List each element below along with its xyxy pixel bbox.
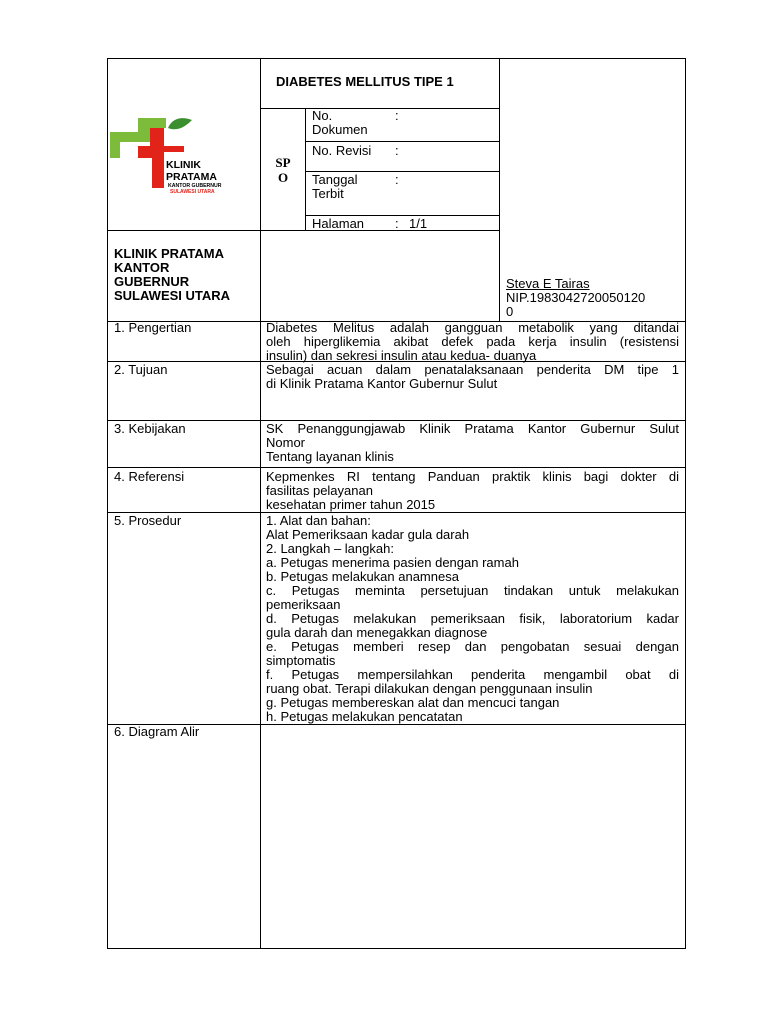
section-label-prosedur: 5. Prosedur bbox=[114, 513, 182, 528]
section-content-kebijakan bbox=[266, 422, 679, 464]
section-content-diagram-alir bbox=[261, 725, 685, 948]
content-line: e. Petugas memberi resep dan pengobatan sesuai dengan bbox=[266, 639, 679, 654]
content-line: Nomor bbox=[266, 435, 306, 450]
content-line: oleh hiperglikemia akibat defek pada kerja insulin (resistensi bbox=[266, 334, 679, 349]
content-line: d. Petugas melakukan pemeriksaan fisik, laboratorium kadar bbox=[266, 611, 679, 626]
spo-label: SP O bbox=[275, 155, 291, 185]
content-line: 1. Alat dan bahan: bbox=[266, 513, 371, 528]
content-line: ruang obat. Terapi dilakukan dengan penggunaan insulin bbox=[266, 681, 593, 696]
content-line: g. Petugas membereskan alat dan mencuci tangan bbox=[266, 695, 560, 710]
section-content-tujuan bbox=[266, 363, 679, 391]
content-line: Kepmenkes RI tentang Panduan praktik klinis bagi dokter di bbox=[266, 469, 679, 484]
table-border-top bbox=[107, 58, 686, 59]
col-divider-header-right bbox=[499, 58, 500, 322]
section-content-referensi bbox=[266, 470, 679, 512]
content-line: Alat Pemeriksaan kadar gula darah bbox=[266, 527, 470, 542]
section-label-kebijakan: 3. Kebijakan bbox=[114, 421, 186, 436]
institution-name-line-4: SULAWESI UTARA bbox=[114, 288, 231, 303]
clinic-logo bbox=[108, 112, 258, 202]
section-label-referensi: 4. Referensi bbox=[114, 469, 185, 484]
field-row-line-1 bbox=[305, 141, 500, 142]
section-label-pengertian: 1. Pengertian bbox=[114, 320, 192, 335]
content-line: Diabetes Melitus adalah gangguan metabolik yang ditandai bbox=[266, 320, 679, 335]
content-line: pemeriksaan bbox=[266, 597, 341, 612]
field-sep-tanggal-terbit: : bbox=[395, 172, 399, 187]
institution-name-line-2: KANTOR bbox=[114, 260, 170, 275]
title-row-bottom bbox=[260, 108, 500, 109]
field-label-tanggal-terbit-1: Tanggal bbox=[312, 172, 358, 187]
logo-leaf bbox=[168, 118, 192, 129]
content-line: di Klinik Pratama Kantor Gubernur Sulut bbox=[266, 376, 498, 391]
field-label-halaman: Halaman bbox=[312, 216, 365, 231]
content-line: SK Penanggungjawab Klinik Pratama Kantor Gubernur Sulut bbox=[266, 421, 679, 436]
field-sep-halaman: : bbox=[395, 216, 399, 231]
content-line: insulin) dan sekresi insulin atau kedua- duanya bbox=[266, 348, 537, 363]
signatory-nip-line-2: 0 bbox=[506, 304, 514, 319]
field-label-no-revisi: No. Revisi bbox=[312, 143, 372, 158]
section-content-prosedur bbox=[266, 514, 679, 724]
section-content-pengertian bbox=[266, 321, 679, 363]
section-label-diagram-alir: 6. Diagram Alir bbox=[114, 724, 200, 739]
table-border-bottom bbox=[107, 948, 686, 949]
content-line: b. Petugas melakukan anamnesa bbox=[266, 569, 459, 584]
logo-text-kantor: KANTOR GUBERNUR bbox=[168, 183, 222, 189]
signatory-name: Steva E Tairas bbox=[506, 276, 590, 291]
header-row-bottom bbox=[107, 230, 500, 231]
row-line-4 bbox=[107, 467, 686, 468]
content-line: c. Petugas meminta persetujuan tindakan untuk melakukan bbox=[266, 583, 679, 598]
field-label-no-dokumen-2: Dokumen bbox=[312, 122, 368, 137]
content-line: a. Petugas menerima pasien dengan ramah bbox=[266, 555, 519, 570]
row-line-5 bbox=[107, 512, 686, 513]
content-line: kesehatan primer tahun 2015 bbox=[266, 497, 436, 512]
spo-col-divider bbox=[305, 108, 306, 231]
section-label-tujuan: 2. Tujuan bbox=[114, 362, 168, 377]
field-sep-no-revisi: : bbox=[395, 143, 399, 158]
institution-name-line-3: GUBERNUR bbox=[114, 274, 190, 289]
content-line: 2. Langkah – langkah: bbox=[266, 541, 394, 556]
logo-text-klinik: KLINIK bbox=[166, 159, 201, 171]
table-border-right bbox=[685, 58, 686, 949]
content-line: simptomatis bbox=[266, 653, 336, 668]
content-line: gula darah dan menegakkan diagnose bbox=[266, 625, 488, 640]
content-line: f. Petugas mempersilahkan penderita mengambil obat di bbox=[266, 667, 679, 682]
field-label-tanggal-terbit-2: Terbit bbox=[312, 186, 344, 201]
content-line: fasilitas pelayanan bbox=[266, 483, 373, 498]
field-value-halaman: 1/1 bbox=[409, 216, 428, 231]
institution-name-line-1: KLINIK PRATAMA bbox=[114, 246, 225, 261]
logo-text-pratama: PRATAMA bbox=[166, 171, 217, 183]
signatory-nip-line-1: NIP.1983042720050120 bbox=[506, 290, 646, 305]
field-sep-no-dokumen: : bbox=[395, 108, 399, 123]
content-line: Tentang layanan klinis bbox=[266, 449, 394, 464]
content-line: h. Petugas melakukan pencatatan bbox=[266, 709, 463, 724]
document-title: DIABETES MELLITUS TIPE 1 bbox=[276, 74, 454, 89]
content-line: Sebagai acuan dalam penatalaksanaan penderita DM tipe 1 bbox=[266, 362, 679, 377]
logo-text-sulut: SULAWESI UTARA bbox=[170, 189, 215, 195]
field-label-no-dokumen-1: No. bbox=[312, 108, 333, 123]
